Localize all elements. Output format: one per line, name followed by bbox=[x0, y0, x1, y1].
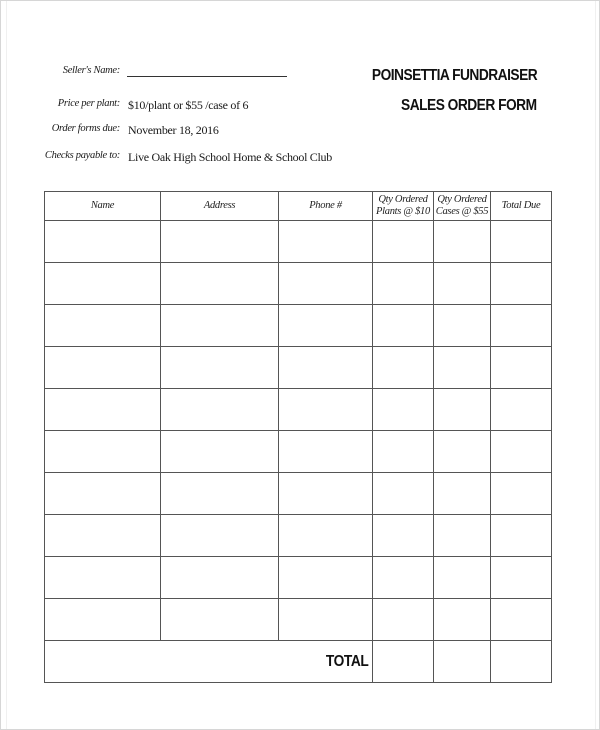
total-due-cell[interactable] bbox=[491, 515, 552, 557]
total-due-cell[interactable] bbox=[491, 431, 552, 473]
form-title: POINSETTIA FUNDRAISER bbox=[371, 67, 537, 84]
address-cell[interactable] bbox=[161, 473, 279, 515]
table-row bbox=[45, 389, 552, 431]
qty-cases-cell[interactable] bbox=[434, 515, 491, 557]
qty-plants-cell[interactable] bbox=[373, 389, 434, 431]
qty-plants-cell[interactable] bbox=[373, 347, 434, 389]
phone-cell[interactable] bbox=[279, 431, 373, 473]
table-row bbox=[45, 263, 552, 305]
table-row bbox=[45, 347, 552, 389]
name-cell[interactable] bbox=[45, 557, 161, 599]
qty-plants-cell[interactable] bbox=[373, 473, 434, 515]
header-phone: Phone # bbox=[279, 192, 373, 221]
phone-cell[interactable] bbox=[279, 221, 373, 263]
qty-cases-cell[interactable] bbox=[434, 557, 491, 599]
total-due-cell[interactable] bbox=[491, 347, 552, 389]
total-due-cell[interactable] bbox=[491, 641, 552, 683]
name-cell[interactable] bbox=[45, 347, 161, 389]
phone-cell[interactable] bbox=[279, 347, 373, 389]
address-cell[interactable] bbox=[161, 557, 279, 599]
qty-plants-cell[interactable] bbox=[373, 305, 434, 347]
qty-plants-cell[interactable] bbox=[373, 221, 434, 263]
qty-cases-cell[interactable] bbox=[434, 431, 491, 473]
table-row bbox=[45, 305, 552, 347]
total-due-cell[interactable] bbox=[491, 389, 552, 431]
order-table bbox=[44, 191, 552, 683]
phone-cell[interactable] bbox=[279, 473, 373, 515]
header-name: Name bbox=[45, 192, 161, 221]
total-plants-cell[interactable] bbox=[373, 641, 434, 683]
price-value: $10/plant or $55 /case of 6 bbox=[128, 98, 249, 112]
name-cell[interactable] bbox=[45, 305, 161, 347]
qty-cases-cell[interactable] bbox=[434, 389, 491, 431]
name-cell[interactable] bbox=[45, 473, 161, 515]
total-row bbox=[45, 641, 552, 683]
total-due-cell[interactable] bbox=[491, 473, 552, 515]
price-row bbox=[1, 98, 341, 116]
address-cell[interactable] bbox=[161, 221, 279, 263]
table-row bbox=[45, 515, 552, 557]
header-qty-cases: Qty Ordered Cases @ $55 bbox=[434, 192, 491, 221]
qty-cases-cell[interactable] bbox=[434, 263, 491, 305]
phone-cell[interactable] bbox=[279, 515, 373, 557]
payable-row bbox=[1, 150, 361, 168]
phone-cell[interactable] bbox=[279, 389, 373, 431]
payable-value: Live Oak High School Home & School Club bbox=[128, 150, 332, 164]
seller-name-field[interactable] bbox=[127, 76, 287, 77]
total-due-cell[interactable] bbox=[491, 305, 552, 347]
due-date-row bbox=[1, 123, 341, 141]
qty-plants-cell[interactable] bbox=[373, 431, 434, 473]
address-cell[interactable] bbox=[161, 347, 279, 389]
table-row bbox=[45, 221, 552, 263]
total-due-cell[interactable] bbox=[491, 557, 552, 599]
name-cell[interactable] bbox=[45, 599, 161, 641]
due-date-value: November 18, 2016 bbox=[128, 123, 219, 137]
table-row bbox=[45, 431, 552, 473]
table-row bbox=[45, 557, 552, 599]
phone-cell[interactable] bbox=[279, 305, 373, 347]
total-due-cell[interactable] bbox=[491, 599, 552, 641]
qty-plants-cell[interactable] bbox=[373, 515, 434, 557]
qty-cases-cell[interactable] bbox=[434, 221, 491, 263]
header-total-due: Total Due bbox=[491, 192, 552, 221]
total-label-cell bbox=[45, 641, 373, 683]
name-cell[interactable] bbox=[45, 263, 161, 305]
qty-cases-cell[interactable] bbox=[434, 347, 491, 389]
total-label: TOTAL bbox=[325, 652, 368, 670]
total-due-cell[interactable] bbox=[491, 263, 552, 305]
phone-cell[interactable] bbox=[279, 557, 373, 599]
seller-name-label: Seller's Name: bbox=[62, 65, 120, 76]
table-row bbox=[45, 599, 552, 641]
qty-plants-cell[interactable] bbox=[373, 263, 434, 305]
phone-cell[interactable] bbox=[279, 599, 373, 641]
name-cell[interactable] bbox=[45, 431, 161, 473]
header-qty-plants: Qty Ordered Plants @ $10 bbox=[373, 192, 434, 221]
name-cell[interactable] bbox=[45, 389, 161, 431]
price-label: Price per plant: bbox=[57, 98, 120, 109]
name-cell[interactable] bbox=[45, 221, 161, 263]
address-cell[interactable] bbox=[161, 305, 279, 347]
form-subtitle: SALES ORDER FORM bbox=[401, 97, 537, 114]
qty-plants-cell[interactable] bbox=[373, 599, 434, 641]
qty-cases-cell[interactable] bbox=[434, 305, 491, 347]
address-cell[interactable] bbox=[161, 515, 279, 557]
table-row bbox=[45, 473, 552, 515]
seller-name-row bbox=[1, 65, 301, 83]
address-cell[interactable] bbox=[161, 389, 279, 431]
total-cases-cell[interactable] bbox=[434, 641, 491, 683]
total-due-cell[interactable] bbox=[491, 221, 552, 263]
address-cell[interactable] bbox=[161, 431, 279, 473]
due-date-label: Order forms due: bbox=[51, 123, 120, 134]
header-address: Address bbox=[161, 192, 279, 221]
qty-cases-cell[interactable] bbox=[434, 599, 491, 641]
address-cell[interactable] bbox=[161, 263, 279, 305]
name-cell[interactable] bbox=[45, 515, 161, 557]
phone-cell[interactable] bbox=[279, 263, 373, 305]
qty-plants-cell[interactable] bbox=[373, 557, 434, 599]
qty-cases-cell[interactable] bbox=[434, 473, 491, 515]
table-header-row bbox=[45, 192, 552, 221]
address-cell[interactable] bbox=[161, 599, 279, 641]
payable-label: Checks payable to: bbox=[44, 150, 120, 161]
